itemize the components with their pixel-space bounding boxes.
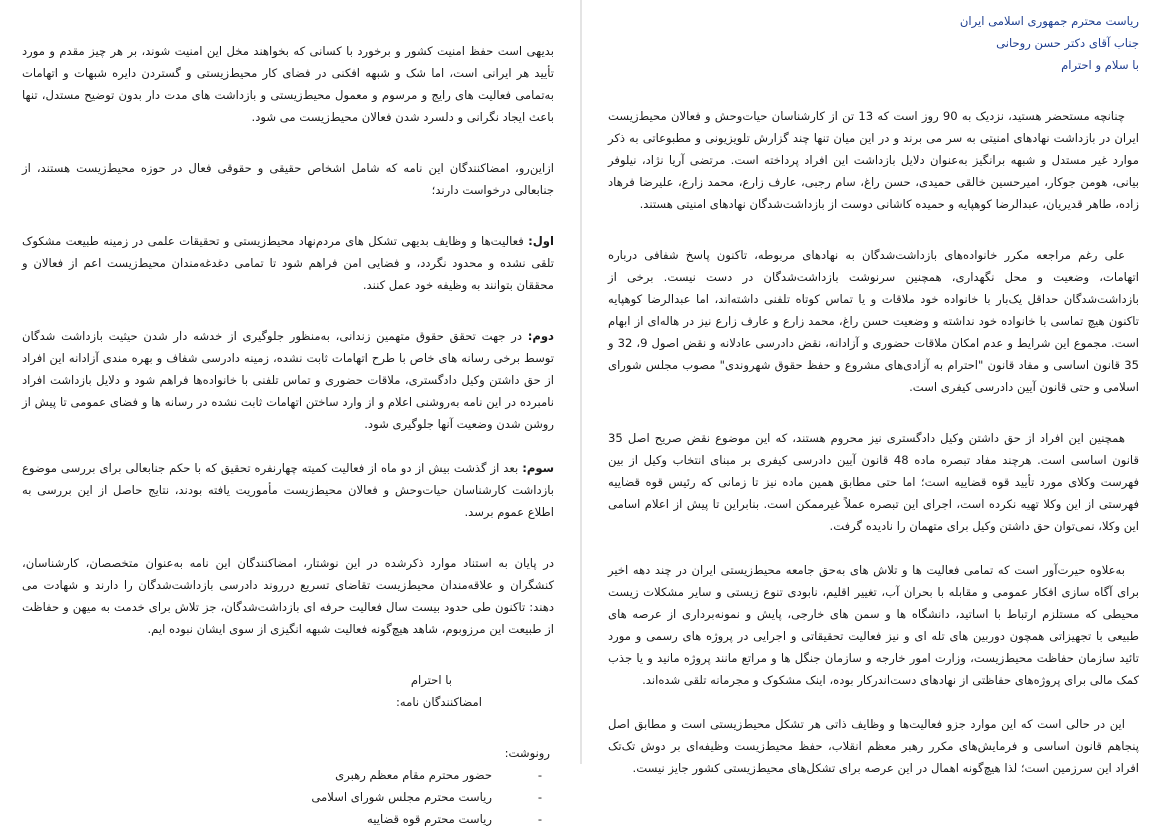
request-item-text: در جهت تحقق حقوق متهمین زندانی، به‌منظور جلوگیری از خدشه دار شدن حیثیت بازداشت شدگان توسط برخی رسانه های خاص با طرح اتهامات ثابت نشده، زمینه دادرسی شفاف و بهره مندی آزادانه این افراد از حق داشتن وکیل دادگستری، ملاقات حضوری و تماس تلفنی با خانواده‌ها فراهم شود و دلایل بازداشت افراد نامبرده در این نامه به‌روشنی اعلام و از وارد ساختن اتهامات ثابت نشده در رسانه ها و فضای عمومی تا پیش از روشن شدن وضعیت آنها جلوگیری شود. bbox=[22, 329, 554, 431]
salutation: با سلام و احترام bbox=[1061, 58, 1139, 72]
letter-page-right bbox=[584, 0, 1157, 775]
paragraph-families: علی رغم مراجعه مکرر خانواده‌های بازداشت‌شدگان به نهادهای مربوطه، تاکنون پاسخ شفافی درباره اتهامات، وضعیت و محل نگهداری، همچنین سرنوشت بازداشت‌شدگان در دست نیست. برخی از بازداشت‌شدگان حداقل یک‌بار با خانواده خود ملاقات و یا تماس کوتاه تلفنی داشته‌اند، اما عبدالرضا کوهپایه تاکنون هیچ تماسی با خانواده خود نداشته و وضعیت حسن راغ، محمد زارع و عارف زارع نیز در هاله‌ای از ابهام است. مجموع این شرایط و عدم امکان ملاقات حضوری و آزادانه، نقض دادرسی عادلانه و نقض اصول 9، 32 و 35 قانون اساسی و مفاد قانون "احترام به آزادی‌های مشروع و حفظ حقوق شهروندی" مصوب مجلس شورای اسلامی و حتی قانون آیین دادرسی کیفری است. bbox=[608, 248, 1139, 394]
paragraph-lawyer: همچنین این افراد از حق داشتن وکیل دادگستری نیز محروم هستند، که این موضوع نقض صریح اصل 35 قانون اساسی است. هرچند مفاد تبصره ماده 48 قانون آیین دادرسی کیفری بر مبنای انتخاب وکیل از بین فهرست وکلای مورد تأیید قوه قضاییه است؛ اما حتی مطابق همین ماده نیز تا زمانی که رئیس قوه قضاییه فهرستی از این وکلا تهیه نکرده است، اجرای این تبصره عملاً غیرممکن است. بنابراین تا پیش از اعلام اسامی این وکلا، نمی‌توان حق داشتن وکیل برای متهمان را نادیده گرفت. bbox=[608, 431, 1140, 533]
letter-page-left bbox=[0, 0, 580, 826]
request-item-label: سوم: bbox=[522, 461, 554, 475]
closing-respect: با احترام bbox=[410, 673, 452, 687]
cc-item: - ریاست محترم قوه قضاییه bbox=[22, 808, 554, 830]
closing-signatories: امضاکنندگان نامه: bbox=[396, 695, 482, 709]
cc-item: - حضور محترم مقام معظم رهبری bbox=[22, 764, 554, 786]
paragraph-detainees: چنانچه مستحضر هستید، نزدیک به 90 روز است که 13 تن از کارشناسان حیات‌وحش و فعالان محیط‌زیست ایران در بازداشت نهادهای امنیتی به سر می برند و در این میان تنها چند گزارش تلویزیونی و مطبوعاتی به ذکر موارد غیر مستدل و شبهه برانگیز به‌عنوان دلایل بازداشت این افراد پرداخته است. مرتضی آریا نژاد، نیلوفر بیانی، هومن جوکار، امیرحسین خالقی حمیدی، حسن راغ، سام رجبی، عارف زارع، محمد زارع، علیرضا فرهاد زاده، طاهر قدیریان، عبدالرضا کوهپایه و حمیده کاشانی دوست از بازداشت‌شدگان نهادهای امنیتی هستند. bbox=[608, 109, 1139, 211]
request-item-label: اول: bbox=[528, 234, 554, 248]
request-item-label: دوم: bbox=[527, 329, 554, 343]
page-divider bbox=[580, 0, 582, 764]
request-item-second bbox=[22, 325, 554, 435]
closing-block bbox=[22, 669, 554, 713]
request-item-third bbox=[22, 457, 554, 523]
cc-title: رونوشت: bbox=[504, 746, 550, 760]
request-item-text: بعد از گذشت بیش از دو ماه از فعالیت کمیته چهارنفره تحقیق که با حکم جنابعالی برای بررسی موضوع بازداشت کارشناسان حیات‌وحش و فعالان محیط‌زیست مأموریت یافته بودند، نتایج حاصل از این بررسی به اطلاع عموم برسد. bbox=[22, 461, 554, 519]
request-item-text: فعالیت‌ها و وظایف بدیهی تشکل های مردم‌نهاد محیط‌زیستی و تحقیقات علمی در زمینه طبیعت مشکوک تلقی نشده و محدود نگردد، و فضایی امن فراهم شود تا تمامی دغدغه‌مندان محیط‌زیست اعم از فعالان و محققان بتوانند به وظیفه خود عمل کنند. bbox=[22, 234, 554, 292]
paragraph-constitution: این در حالی است که این موارد جزو فعالیت‌ها و وظایف ذاتی هر تشکل محیط‌زیستی است و مطابق اصل پنجاهم قانون اساسی و فرمایش‌های مکرر رهبر معظم انقلاب، حفظ محیط‌زیست وظیفه‌ای بر دوش تک‌تک افراد این سرزمین است؛ لذا هیچ‌گونه اهمال در این عرصه برای تشکل‌های محیط‌زیستی کشور جایز نیست. bbox=[608, 717, 1139, 775]
paragraph-request: ازاین‌رو، امضاکنندگان این نامه که شامل اشخاص حقیقی و حقوقی فعال در حوزه محیط‌زیست هستند، از جنابعالی درخواست دارند؛ bbox=[22, 161, 554, 197]
cc-item: - ریاست محترم مجلس شورای اسلامی bbox=[22, 786, 554, 808]
request-item-first bbox=[22, 230, 554, 296]
paragraph-conclusion: در پایان به استناد موارد ذکرشده در این نوشتار، امضاکنندگان این نامه به‌عنوان متخصصان، کارشناسان، کنشگران و علاقه‌مندان محیط‌زیست تقاضای تسریع درروند دادرسی بازداشت‌شدگان را دارند و شهادت می دهند: تاکنون طی حدود بیست سال فعالیت حرفه ای بازداشت‌شدگان، جز تلاش برای خدمت به میهن و حفاظت از طبیعت این مرزوبوم، شاهد هیچ‌گونه فعالیت شبهه انگیزی از سوی ایشان نبوده ایم. bbox=[22, 556, 554, 636]
cc-list bbox=[22, 764, 554, 830]
recipient-title: ریاست محترم جمهوری اسلامی ایران bbox=[959, 14, 1139, 28]
recipient-name: جناب آقای دکتر حسن روحانی bbox=[996, 36, 1139, 50]
paragraph-activities: به‌علاوه حیرت‌آور است که تمامی فعالیت ها و تلاش های به‌حق جامعه محیط‌زیستی ایران در چند دهه اخیر برای آگاه سازی افکار عمومی و مقابله با بحران آب، تغییر اقلیم، نابودی تنوع زیستی و سایر مشکلات زیست محیطی که مستلزم ارتباط با اساتید، دانشگاه ها و سمن های خارجی، پایش و نمونه‌برداری از عرصه های طبیعی با تجهیزاتی همچون دوربین های تله ای و نیز فعالیت تحقیقاتی و اجرایی در پروژه های رسمی و مورد تائید سازمان حفاظت محیط‌زیست، وزارت امور خارجه و سازمان جنگل ها و مراتع مانند پروژه مانید و یا جذب کمک مالی برای پروژه‌های حفاظتی از نهادهای دست‌اندرکار بوده، اینک مشکوک و مجرمانه تلقی شده‌اند. bbox=[608, 563, 1139, 687]
paragraph-security: بدیهی است حفظ امنیت کشور و برخورد با کسانی که بخواهند مخل این امنیت شوند، بر هر چیز مقدم و مورد تأیید هر ایرانی است، اما شک و شبهه افکنی در فضای کار محیط‌زیستی و گستردن دایره شبهات و اتهامات به‌تمامی فعالیت های رایج و مرسوم و معمول محیط‌زیستی و بازداشت های مدت دار بدون توضیح مستدل، تنها باعث ایجاد نگرانی و دلسرد شدن فعالان محیط‌زیست می شود. bbox=[22, 44, 554, 124]
